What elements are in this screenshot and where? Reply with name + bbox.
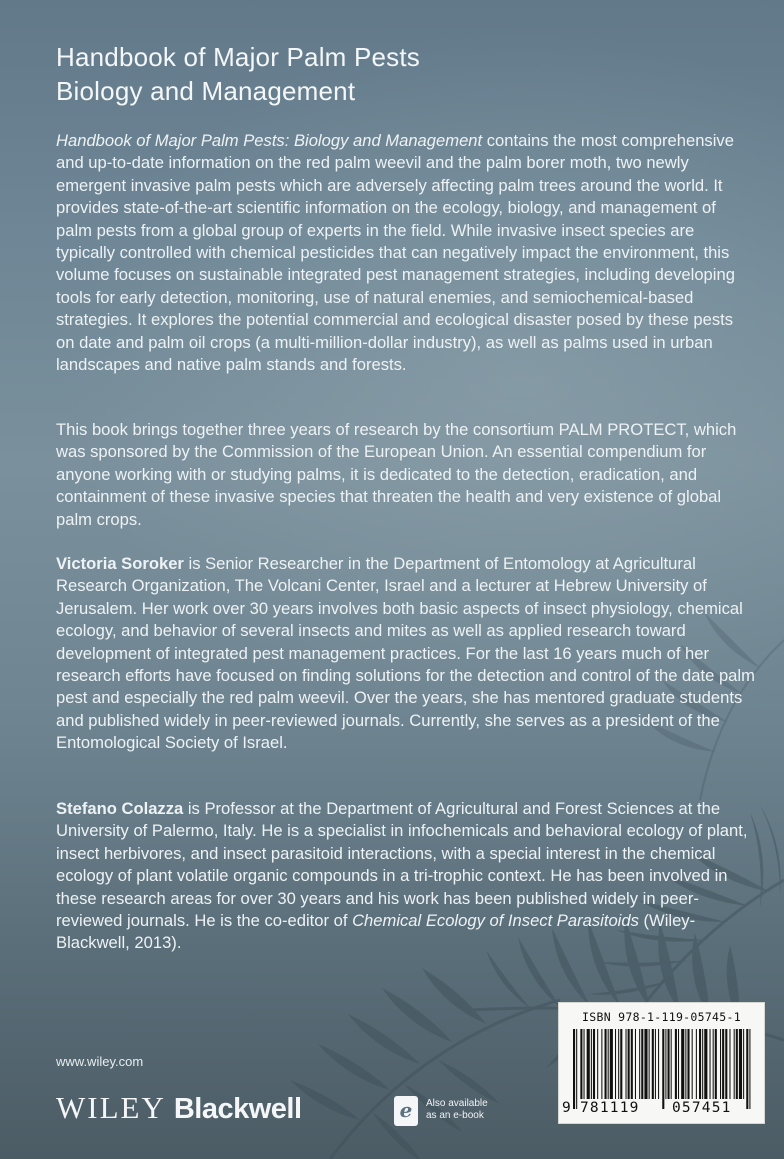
author-bio-text: is Professor at the Department of Agricultural and Forest Sciences at the University of Palermo, Italy. He is a specialist in infochemicals and behavioral ecology of plant, insect herbivores, and insect parasitoid interactions, with a special interest in the chemical ecology of plant volatile organic compounds in a tri-trophic context. He has been involved in these research areas for over 30 years and his work has been published widely in peer-reviewed journals. He is the co-editor of — [56, 799, 748, 931]
barcode-bar — [662, 1029, 664, 1109]
barcode-bar — [655, 1029, 656, 1099]
author-bio-text-end: (Wiley-Blackwell, 2013). — [56, 911, 696, 953]
barcode-bar — [576, 1029, 577, 1109]
e-icon: e — [394, 1096, 418, 1126]
barcode-bar — [704, 1029, 707, 1099]
barcode-bar — [743, 1029, 744, 1099]
barcode-bar — [641, 1029, 643, 1099]
author-name: Stefano Colazza — [56, 799, 184, 818]
description-paragraph-2: This book brings together three years of research by the consortium PALM PROTECT, which was sponsored by the Commission of the European Union. An essential compendium for anyone working with or studying palms, it is dedicated to the detection, eradication, and containment of these invasive species that threaten the health and very existence of global palm crops. — [56, 420, 737, 529]
barcode-bar — [710, 1029, 711, 1099]
barcode-bar — [729, 1029, 730, 1099]
barcode-bar — [615, 1029, 616, 1099]
barcode-bar — [749, 1029, 750, 1109]
publisher-logo — [56, 1090, 302, 1126]
barcode-digit-group-2: 057451 — [672, 1100, 732, 1116]
barcode-bar — [681, 1029, 684, 1099]
barcode-bar — [639, 1029, 640, 1099]
barcode-bar — [649, 1029, 650, 1099]
barcode-bar — [601, 1029, 602, 1099]
description-book-title: Handbook of Major Palm Pests: Biology and Management — [56, 131, 483, 150]
barcode-bar — [685, 1029, 686, 1099]
barcode-bar — [734, 1029, 735, 1099]
barcode-bars — [573, 1029, 751, 1109]
barcode-bar — [573, 1029, 575, 1109]
barcode-bar — [597, 1029, 598, 1099]
barcode-bar — [687, 1029, 689, 1099]
ebook-text — [426, 1098, 488, 1122]
book-title — [56, 40, 736, 108]
barcode-bar — [702, 1029, 703, 1099]
isbn-barcode — [558, 1002, 765, 1124]
barcode-bar — [584, 1029, 585, 1099]
author-bio-text: is Senior Researcher in the Department of Entomology at Agricultural Research Organization, The Volcani Center, Israel and a lecturer at Hebrew University of Jerusalem. Her work over 30 years involves both basic aspects of insect physiology, chemical ecology, and behavior of several insects and mites as well as applied research toward development of integrated pest management practices. For the last 16 years much of her research efforts have focused on finding solutions for the detection and control of the date palm pest and especially the red palm weevil. Over the years, she has mentored graduate students and published widely in peer-reviewed journals. Currently, she serves as a president of the Entomological Society of Israel. — [56, 554, 755, 753]
ebook-line2: as an e-book — [426, 1110, 484, 1121]
author-name: Victoria Soroker — [56, 554, 184, 573]
barcode-bar — [631, 1029, 633, 1099]
barcode-bar — [725, 1029, 727, 1099]
barcode-bar — [652, 1029, 654, 1099]
barcode-bar — [626, 1029, 627, 1099]
author-bio-colazza — [56, 798, 756, 955]
barcode-bar — [635, 1029, 636, 1099]
book-title-line1: Handbook of Major Palm Pests — [56, 42, 420, 72]
barcode-bar — [675, 1029, 677, 1099]
barcode-bar — [618, 1029, 619, 1099]
barcode-bar — [736, 1029, 738, 1099]
barcode-bar — [699, 1029, 701, 1099]
description-paragraph-1 — [56, 130, 756, 376]
barcode-bar — [580, 1029, 582, 1099]
barcode-bar — [644, 1029, 647, 1099]
isbn-label: ISBN 978-1-119-05745-1 — [582, 1010, 741, 1024]
barcode-bar — [715, 1029, 717, 1099]
barcode-bar — [608, 1029, 609, 1099]
barcode-bar — [671, 1029, 672, 1099]
ebook-line1: Also available — [426, 1098, 488, 1109]
barcode-bar — [720, 1029, 721, 1099]
barcode-bar — [713, 1029, 714, 1099]
publisher-url[interactable]: www.wiley.com — [56, 1054, 144, 1069]
logo-wiley: WILEY — [56, 1090, 166, 1125]
barcode-bar — [593, 1029, 595, 1099]
author-book-title: Chemical Ecology of Insect Parasitoids — [352, 911, 639, 931]
logo-blackwell: Blackwell — [173, 1093, 302, 1125]
barcode-bar — [591, 1029, 592, 1099]
book-title-line2: Biology and Management — [56, 76, 356, 106]
ebook-badge — [394, 1096, 514, 1130]
barcode-digit-first: 9 — [562, 1100, 571, 1116]
barcode-bar — [722, 1029, 724, 1099]
barcode-bar — [605, 1029, 607, 1099]
barcode-bar — [678, 1029, 679, 1099]
barcode-bar — [620, 1029, 622, 1099]
barcode-bar — [668, 1029, 670, 1099]
barcode-bar — [739, 1029, 742, 1099]
barcode-bar — [746, 1029, 748, 1109]
barcode-bar — [658, 1029, 659, 1099]
barcode-bar — [696, 1029, 697, 1099]
barcode-bar — [610, 1029, 613, 1099]
barcode-bar — [692, 1029, 693, 1099]
barcode-digit-group-1: 781119 — [580, 1100, 640, 1116]
barcode-bar — [665, 1029, 666, 1099]
description-paragraph-1-text: contains the most comprehensive and up-to-date information on the red palm weevil and the palm borer moth, two newly emergent invasive palm pests which are adversely affecting palm trees around the world. It provides state-of-the-art scientific information on the ecology, biology, and management of palm pests from a global group of experts in the field. While invasive insect species are typically controlled with chemical pesticides that can negatively impact the environment, this volume focuses on sustainable integrated pest management strategies, including developing tools for early detection, monitoring, use of natural enemies, and semiochemical-based strategies. It explores the potential commercial and ecological disaster posed by these pests on date and palm oil crops (a multi-million-dollar industry), as well as palms used in urban landscapes and native palm stands and forests. — [56, 131, 735, 375]
barcode-bar — [628, 1029, 630, 1099]
author-bio-soroker — [56, 553, 756, 755]
barcode-bar — [587, 1029, 590, 1099]
